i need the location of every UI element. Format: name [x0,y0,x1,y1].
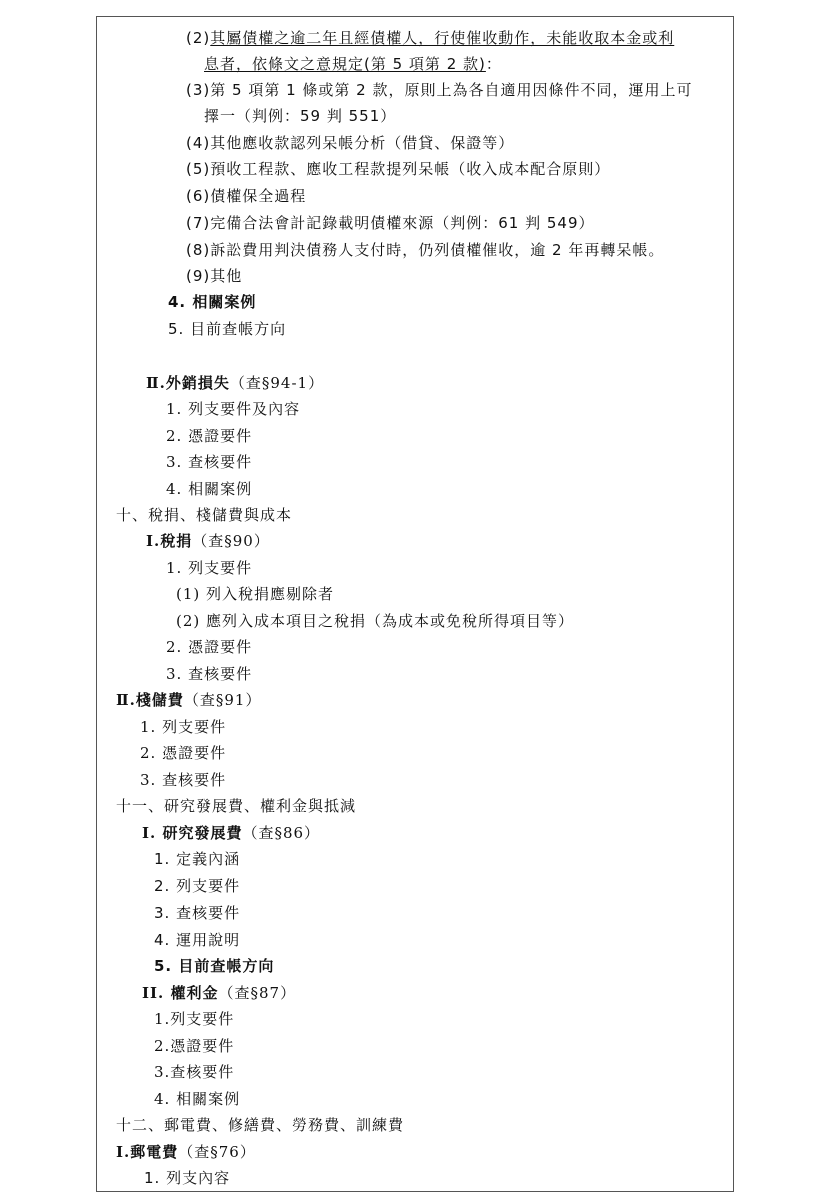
line-storage-2: 2. 憑證要件 [140,744,227,762]
line-rnd-4: 4. 運用說明 [154,931,241,949]
line-export-4: 4. 相關案例 [166,480,253,498]
section-tax: Ⅰ.稅捐（查§90） [146,532,270,550]
line-item-7: (7)完備合法會計記錄載明債權來源（判例：61 判 549） [186,214,595,232]
section-storage: Ⅱ.棧儲費（查§91） [116,691,262,709]
line-royalty-4: 4. 相關案例 [154,1090,241,1108]
line-item-3: (3)第 5 項第 1 條或第 2 款，原則上為各自適用因條件不同，運用上可 [186,81,693,99]
line-postal-1: 1. 列支內容 [144,1169,231,1187]
line-audit-direction: 5. 目前查帳方向 [168,320,287,338]
line-item-5: (5)預收工程款、應收工程款提列呆帳（收入成本配合原則） [186,160,611,178]
chapter-10-title: 十、稅捐、棧儲費與成本 [116,506,293,524]
line-item-8: (8)訴訟費用判決債務人支付時，仍列債權催收，逾 2 年再轉呆帳。 [186,241,665,259]
section-royalty: II. 權利金（查§87） [142,984,297,1002]
line-storage-3: 3. 查核要件 [140,771,227,789]
line-item-4: (4)其他應收款認列呆帳分析（借貸、保證等） [186,134,515,152]
line-item-9: (9)其他 [186,267,243,285]
line-item-6: (6)債權保全過程 [186,187,307,205]
line-export-1: 1. 列支要件及內容 [166,400,301,418]
chapter-12-title: 十二、郵電費、修繕費、勞務費、訓練費 [116,1116,405,1134]
line-royalty-2: 2.憑證要件 [154,1037,235,1055]
line-item-2: (2)其屬債權之逾二年且經債權人，行使催收動作，未能收取本金或利 [186,29,675,47]
line-export-2: 2. 憑證要件 [166,427,253,445]
line-storage-1: 1. 列支要件 [140,718,227,736]
line-rnd-2: 2. 列支要件 [154,877,241,895]
line-item-2-cont: 息者，依條文之意規定(第 5 項第 2 款)： [204,55,502,73]
section-postal: Ⅰ.郵電費（查§76） [116,1143,256,1161]
line-rnd-1: 1. 定義內涵 [154,850,241,868]
line-tax-1-2: (2) 應列入成本項目之稅捐（為成本或免稅所得項目等） [176,612,575,630]
line-export-3: 3. 查核要件 [166,453,253,471]
section-rnd: I. 研究發展費（查§86） [142,824,321,842]
line-rnd-5: 5. 目前查帳方向 [154,957,275,975]
line-tax-2: 2. 憑證要件 [166,638,253,656]
line-tax-1: 1. 列支要件 [166,559,253,577]
line-rnd-3: 3. 查核要件 [154,904,241,922]
line-royalty-3: 3.查核要件 [154,1063,235,1081]
chapter-11-title: 十一、研究發展費、權利金與抵減 [116,797,357,815]
line-tax-1-1: (1) 列入稅捐應剔除者 [176,585,335,603]
line-royalty-1: 1.列支要件 [154,1010,235,1028]
section-export-loss: Ⅱ.外銷損失（查§94-1） [146,374,325,392]
line-item-3-cont: 擇一（判例：59 判 551） [204,107,397,125]
heading-related-cases: 4. 相關案例 [168,293,257,311]
line-tax-3: 3. 查核要件 [166,665,253,683]
